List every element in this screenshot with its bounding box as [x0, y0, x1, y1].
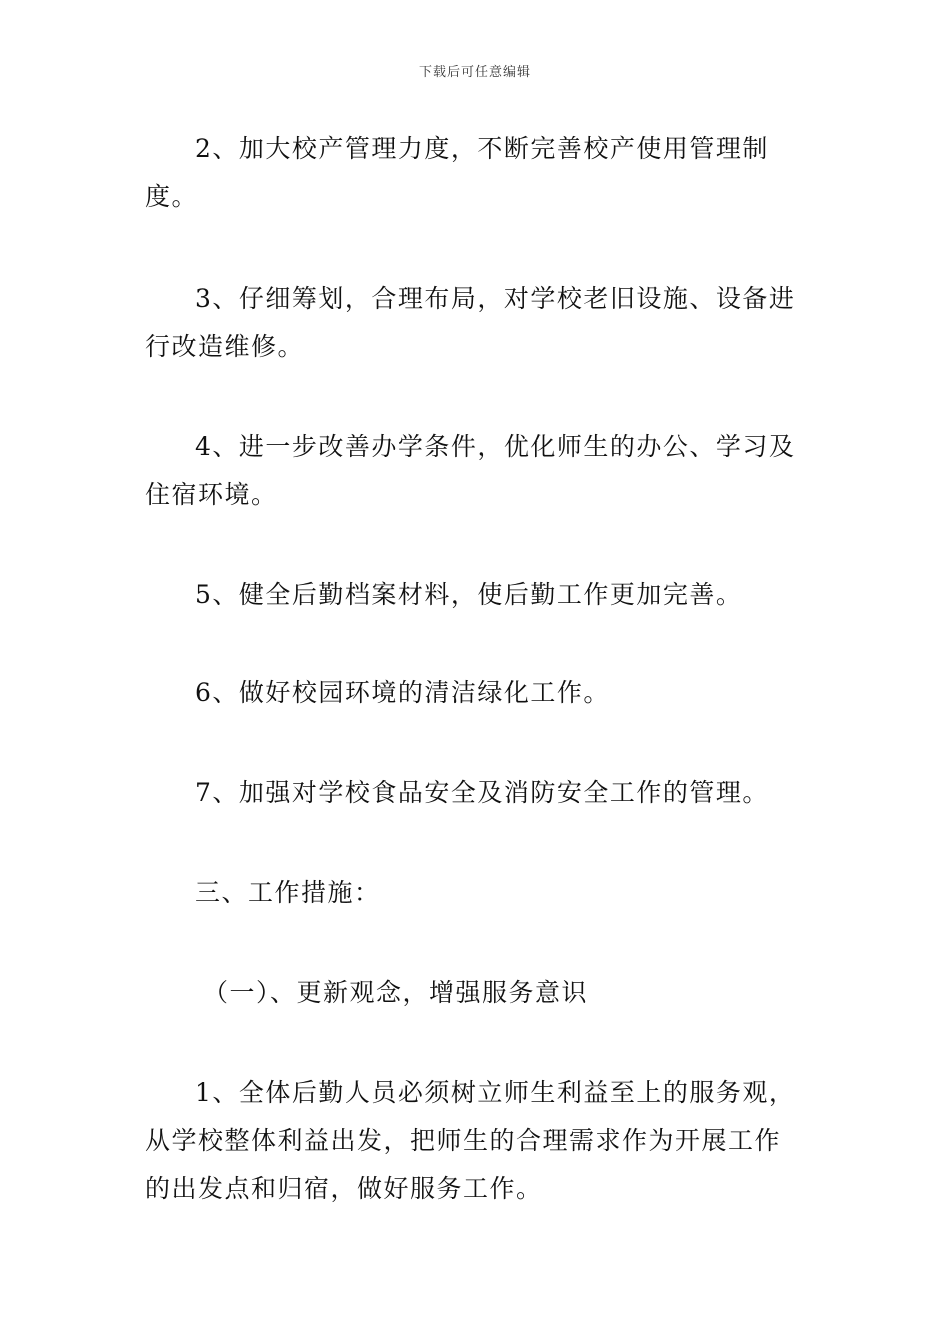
- paragraph-item-3: 3、仔细筹划，合理布局，对学校老旧设施、设备进行改造维修。: [145, 284, 796, 361]
- section-heading: 三、工作措施：: [195, 878, 381, 907]
- paragraph-measure-1: 1、全体后勤人员必须树立师生利益至上的服务观，从学校整体利益出发，把师生的合理需求作为开展工作的出发点和归宿，做好服务工作。: [145, 1078, 796, 1203]
- header-note: 下载后可任意编辑: [418, 65, 531, 80]
- document-body: [145, 125, 807, 1213]
- paragraph-item-6: 6、做好校园环境的清洁绿化工作。: [195, 678, 610, 707]
- paragraph-item-4: 4、进一步改善办学条件，优化师生的办公、学习及住宿环境。: [145, 432, 796, 509]
- paragraph-item-7: 7、加强对学校食品安全及消防安全工作的管理。: [195, 778, 769, 807]
- paragraph-item-2: 2、加大校产管理力度，不断完善校产使用管理制度。: [145, 134, 769, 211]
- subsection-heading: （一）、更新观念，增强服务意识: [203, 978, 589, 1007]
- paragraph-item-5: 5、健全后勤档案材料，使后勤工作更加完善。: [195, 580, 743, 609]
